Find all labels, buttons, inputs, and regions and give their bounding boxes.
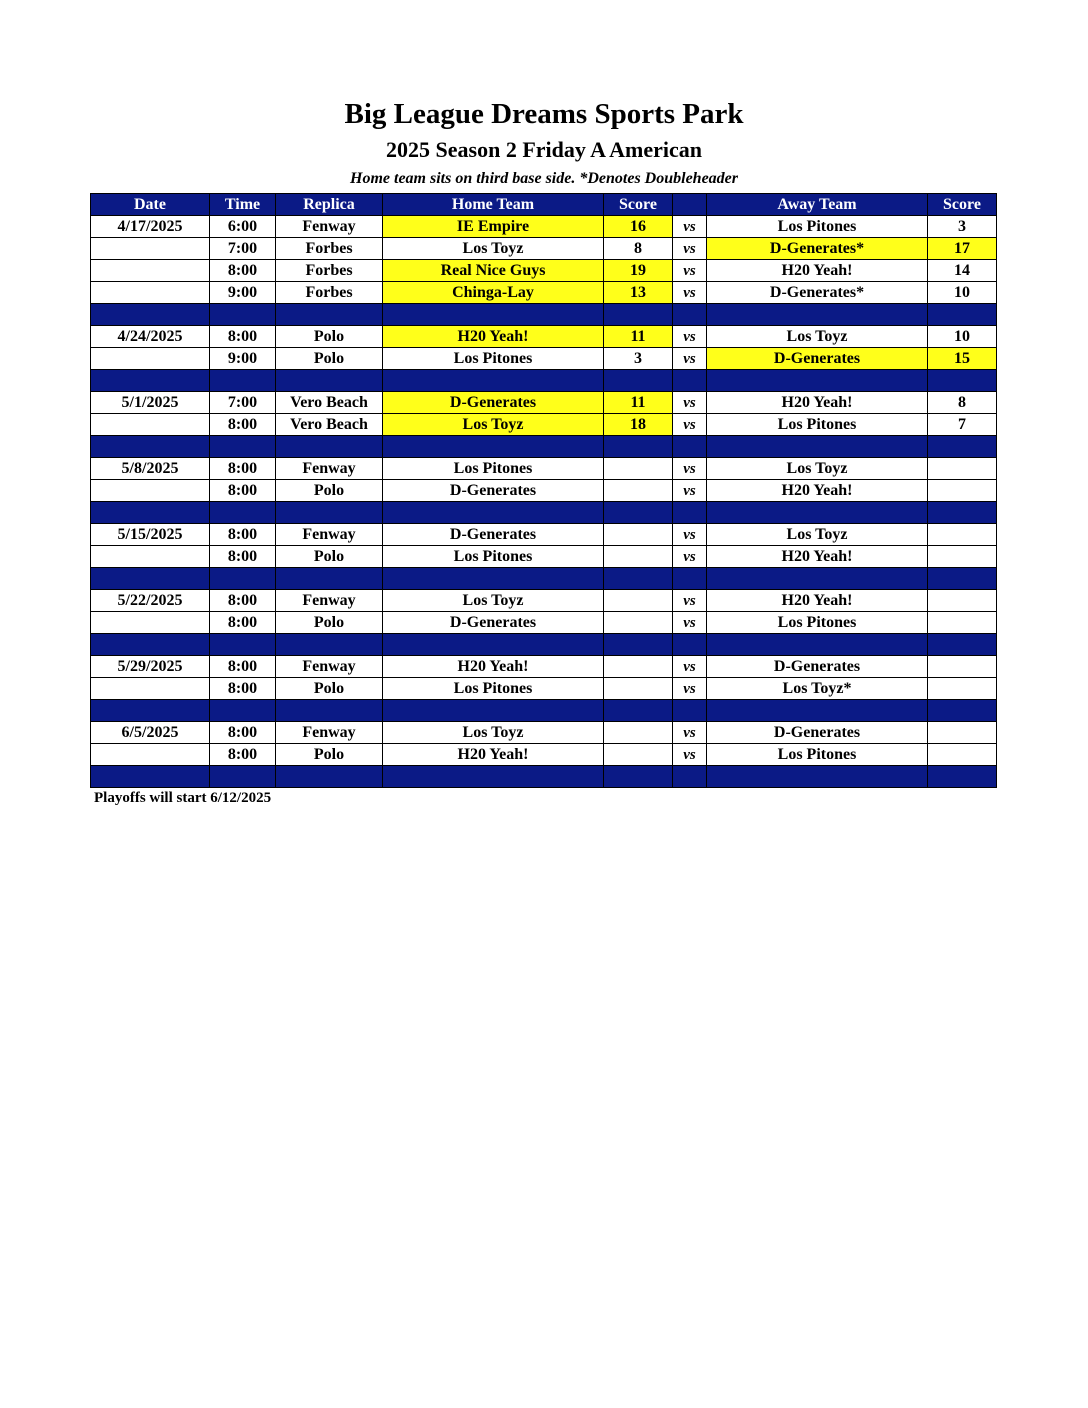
time-cell: 6:00 (210, 216, 276, 238)
away-team-cell: D-Generates (707, 348, 928, 370)
separator-cell (91, 634, 210, 656)
separator-cell (91, 502, 210, 524)
home-team-cell: Los Pitones (383, 546, 604, 568)
date-cell: 4/17/2025 (91, 216, 210, 238)
vs-cell: vs (673, 678, 707, 700)
vs-cell: vs (673, 722, 707, 744)
vs-cell: vs (673, 238, 707, 260)
separator-cell (604, 634, 673, 656)
vs-cell: vs (673, 216, 707, 238)
date-cell: 4/24/2025 (91, 326, 210, 348)
separator-cell (604, 502, 673, 524)
time-cell: 9:00 (210, 348, 276, 370)
separator-cell (210, 502, 276, 524)
separator-cell (604, 568, 673, 590)
home-score-cell (604, 458, 673, 480)
vs-cell: vs (673, 326, 707, 348)
replica-cell: Fenway (276, 216, 383, 238)
date-cell (91, 546, 210, 568)
vs-cell: vs (673, 480, 707, 502)
home-score-cell: 11 (604, 392, 673, 414)
separator-row (91, 436, 997, 458)
separator-row (91, 370, 997, 392)
table-row (91, 348, 997, 370)
vs-cell: vs (673, 590, 707, 612)
replica-cell: Polo (276, 612, 383, 634)
col-header-home-score: Score (604, 194, 673, 216)
separator-cell (928, 304, 997, 326)
table-row (91, 678, 997, 700)
home-score-cell: 13 (604, 282, 673, 304)
table-row (91, 612, 997, 634)
separator-cell (673, 700, 707, 722)
home-score-cell: 8 (604, 238, 673, 260)
table-row (91, 458, 997, 480)
separator-cell (210, 436, 276, 458)
away-score-cell: 10 (928, 326, 997, 348)
away-score-cell (928, 524, 997, 546)
vs-cell: vs (673, 392, 707, 414)
separator-cell (707, 304, 928, 326)
time-cell: 8:00 (210, 678, 276, 700)
separator-cell (383, 436, 604, 458)
playoffs-note: Playoffs will start 6/12/2025 (94, 790, 272, 806)
separator-cell (673, 634, 707, 656)
separator-cell (210, 766, 276, 788)
date-cell: 5/15/2025 (91, 524, 210, 546)
time-cell: 8:00 (210, 546, 276, 568)
col-header-vs (673, 194, 707, 216)
col-header-date: Date (91, 194, 210, 216)
date-cell (91, 612, 210, 634)
away-score-cell (928, 612, 997, 634)
separator-cell (383, 634, 604, 656)
time-cell: 8:00 (210, 590, 276, 612)
date-cell (91, 414, 210, 436)
replica-cell: Polo (276, 348, 383, 370)
home-score-cell: 11 (604, 326, 673, 348)
home-team-cell: Los Pitones (383, 678, 604, 700)
time-cell: 8:00 (210, 480, 276, 502)
date-cell (91, 480, 210, 502)
separator-cell (707, 634, 928, 656)
date-cell (91, 282, 210, 304)
away-score-cell (928, 458, 997, 480)
time-cell: 7:00 (210, 238, 276, 260)
vs-cell: vs (673, 744, 707, 766)
replica-cell: Fenway (276, 722, 383, 744)
time-cell: 8:00 (210, 656, 276, 678)
home-team-cell: Los Toyz (383, 238, 604, 260)
page-title: Big League Dreams Sports Park (344, 98, 744, 130)
separator-cell (210, 568, 276, 590)
away-score-cell (928, 722, 997, 744)
away-team-cell: Los Toyz* (707, 678, 928, 700)
home-score-cell (604, 546, 673, 568)
away-score-cell: 10 (928, 282, 997, 304)
home-score-cell (604, 678, 673, 700)
home-team-cell: IE Empire (383, 216, 604, 238)
schedule-table (90, 193, 997, 788)
separator-cell (276, 700, 383, 722)
separator-cell (928, 436, 997, 458)
time-cell: 8:00 (210, 524, 276, 546)
away-score-cell (928, 590, 997, 612)
table-row (91, 282, 997, 304)
home-team-cell: Chinga-Lay (383, 282, 604, 304)
home-score-cell: 18 (604, 414, 673, 436)
away-team-cell: H20 Yeah! (707, 480, 928, 502)
away-team-cell: Los Toyz (707, 524, 928, 546)
replica-cell: Vero Beach (276, 392, 383, 414)
separator-cell (91, 436, 210, 458)
table-header-row (91, 194, 997, 216)
table-row (91, 238, 997, 260)
away-score-cell (928, 744, 997, 766)
home-team-cell: D-Generates (383, 392, 604, 414)
home-team-cell: D-Generates (383, 480, 604, 502)
home-team-cell: Real Nice Guys (383, 260, 604, 282)
separator-cell (276, 568, 383, 590)
date-cell: 5/29/2025 (91, 656, 210, 678)
separator-cell (673, 568, 707, 590)
col-header-home-team: Home Team (383, 194, 604, 216)
separator-cell (383, 568, 604, 590)
home-team-cell: Los Toyz (383, 590, 604, 612)
replica-cell: Forbes (276, 282, 383, 304)
separator-cell (928, 634, 997, 656)
date-cell (91, 744, 210, 766)
vs-cell: vs (673, 282, 707, 304)
home-score-cell (604, 612, 673, 634)
away-team-cell: H20 Yeah! (707, 546, 928, 568)
time-cell: 9:00 (210, 282, 276, 304)
home-team-cell: H20 Yeah! (383, 656, 604, 678)
home-score-cell (604, 656, 673, 678)
table-row (91, 260, 997, 282)
away-team-cell: Los Toyz (707, 458, 928, 480)
separator-cell (673, 502, 707, 524)
vs-cell: vs (673, 414, 707, 436)
replica-cell: Polo (276, 546, 383, 568)
away-team-cell: H20 Yeah! (707, 260, 928, 282)
home-team-cell: D-Generates (383, 612, 604, 634)
away-score-cell: 7 (928, 414, 997, 436)
vs-cell: vs (673, 524, 707, 546)
away-team-cell: D-Generates* (707, 282, 928, 304)
separator-cell (276, 370, 383, 392)
away-team-cell: Los Pitones (707, 216, 928, 238)
separator-cell (210, 370, 276, 392)
vs-cell: vs (673, 458, 707, 480)
table-row (91, 590, 997, 612)
home-score-cell: 19 (604, 260, 673, 282)
vs-cell: vs (673, 260, 707, 282)
table-row (91, 326, 997, 348)
away-score-cell: 15 (928, 348, 997, 370)
separator-cell (673, 370, 707, 392)
separator-cell (707, 766, 928, 788)
separator-cell (383, 370, 604, 392)
away-team-cell: D-Generates* (707, 238, 928, 260)
separator-row (91, 502, 997, 524)
home-score-cell (604, 722, 673, 744)
replica-cell: Fenway (276, 524, 383, 546)
away-team-cell: Los Pitones (707, 414, 928, 436)
date-cell (91, 348, 210, 370)
replica-cell: Polo (276, 326, 383, 348)
separator-row (91, 700, 997, 722)
home-score-cell (604, 744, 673, 766)
separator-cell (707, 700, 928, 722)
separator-cell (707, 502, 928, 524)
schedule-body (91, 216, 997, 788)
replica-cell: Fenway (276, 656, 383, 678)
separator-cell (928, 766, 997, 788)
date-cell (91, 678, 210, 700)
time-cell: 8:00 (210, 414, 276, 436)
replica-cell: Polo (276, 744, 383, 766)
vs-cell: vs (673, 348, 707, 370)
separator-cell (928, 700, 997, 722)
table-row (91, 216, 997, 238)
replica-cell: Polo (276, 480, 383, 502)
date-cell: 6/5/2025 (91, 722, 210, 744)
separator-cell (707, 436, 928, 458)
vs-cell: vs (673, 612, 707, 634)
schedule-note: Home team sits on third base side. *Denotes Doubleheader (350, 170, 738, 187)
time-cell: 8:00 (210, 326, 276, 348)
separator-cell (91, 370, 210, 392)
separator-row (91, 568, 997, 590)
vs-cell: vs (673, 656, 707, 678)
away-score-cell: 8 (928, 392, 997, 414)
date-cell: 5/22/2025 (91, 590, 210, 612)
separator-cell (276, 634, 383, 656)
separator-cell (604, 370, 673, 392)
away-team-cell: Los Pitones (707, 744, 928, 766)
replica-cell: Fenway (276, 590, 383, 612)
separator-cell (383, 304, 604, 326)
date-cell (91, 260, 210, 282)
separator-cell (91, 700, 210, 722)
table-row (91, 656, 997, 678)
time-cell: 8:00 (210, 612, 276, 634)
home-team-cell: Los Pitones (383, 458, 604, 480)
separator-cell (383, 502, 604, 524)
separator-cell (276, 304, 383, 326)
time-cell: 8:00 (210, 260, 276, 282)
away-score-cell (928, 480, 997, 502)
separator-cell (707, 568, 928, 590)
vs-cell: vs (673, 546, 707, 568)
away-score-cell (928, 656, 997, 678)
separator-cell (928, 370, 997, 392)
time-cell: 8:00 (210, 458, 276, 480)
away-team-cell: Los Toyz (707, 326, 928, 348)
separator-cell (928, 502, 997, 524)
home-score-cell (604, 524, 673, 546)
separator-cell (604, 304, 673, 326)
separator-cell (91, 304, 210, 326)
separator-cell (707, 370, 928, 392)
col-header-replica: Replica (276, 194, 383, 216)
table-row (91, 722, 997, 744)
date-cell (91, 238, 210, 260)
home-score-cell: 16 (604, 216, 673, 238)
separator-cell (91, 766, 210, 788)
separator-cell (383, 766, 604, 788)
separator-cell (673, 766, 707, 788)
separator-cell (383, 700, 604, 722)
separator-cell (210, 304, 276, 326)
away-team-cell: D-Generates (707, 656, 928, 678)
separator-cell (604, 700, 673, 722)
separator-cell (210, 634, 276, 656)
home-score-cell (604, 480, 673, 502)
separator-cell (210, 700, 276, 722)
home-score-cell: 3 (604, 348, 673, 370)
separator-cell (604, 766, 673, 788)
time-cell: 8:00 (210, 744, 276, 766)
separator-cell (276, 766, 383, 788)
separator-cell (276, 502, 383, 524)
separator-cell (928, 568, 997, 590)
away-score-cell (928, 546, 997, 568)
table-row (91, 744, 997, 766)
time-cell: 7:00 (210, 392, 276, 414)
time-cell: 8:00 (210, 722, 276, 744)
separator-cell (604, 436, 673, 458)
col-header-time: Time (210, 194, 276, 216)
away-team-cell: D-Generates (707, 722, 928, 744)
separator-cell (91, 568, 210, 590)
away-score-cell: 3 (928, 216, 997, 238)
home-team-cell: H20 Yeah! (383, 326, 604, 348)
table-row (91, 392, 997, 414)
separator-row (91, 766, 997, 788)
home-team-cell: Los Toyz (383, 414, 604, 436)
separator-cell (673, 436, 707, 458)
home-team-cell: D-Generates (383, 524, 604, 546)
season-subtitle: 2025 Season 2 Friday A American (386, 137, 702, 162)
date-cell: 5/1/2025 (91, 392, 210, 414)
replica-cell: Polo (276, 678, 383, 700)
replica-cell: Forbes (276, 260, 383, 282)
away-score-cell: 17 (928, 238, 997, 260)
replica-cell: Vero Beach (276, 414, 383, 436)
away-team-cell: H20 Yeah! (707, 590, 928, 612)
away-score-cell (928, 678, 997, 700)
col-header-away-score: Score (928, 194, 997, 216)
table-row (91, 524, 997, 546)
table-row (91, 480, 997, 502)
home-team-cell: Los Pitones (383, 348, 604, 370)
table-row (91, 546, 997, 568)
date-cell: 5/8/2025 (91, 458, 210, 480)
away-team-cell: Los Pitones (707, 612, 928, 634)
replica-cell: Fenway (276, 458, 383, 480)
separator-cell (673, 304, 707, 326)
separator-row (91, 304, 997, 326)
away-score-cell: 14 (928, 260, 997, 282)
table-row (91, 414, 997, 436)
home-score-cell (604, 590, 673, 612)
col-header-away-team: Away Team (707, 194, 928, 216)
home-team-cell: H20 Yeah! (383, 744, 604, 766)
replica-cell: Forbes (276, 238, 383, 260)
separator-row (91, 634, 997, 656)
home-team-cell: Los Toyz (383, 722, 604, 744)
separator-cell (276, 436, 383, 458)
away-team-cell: H20 Yeah! (707, 392, 928, 414)
